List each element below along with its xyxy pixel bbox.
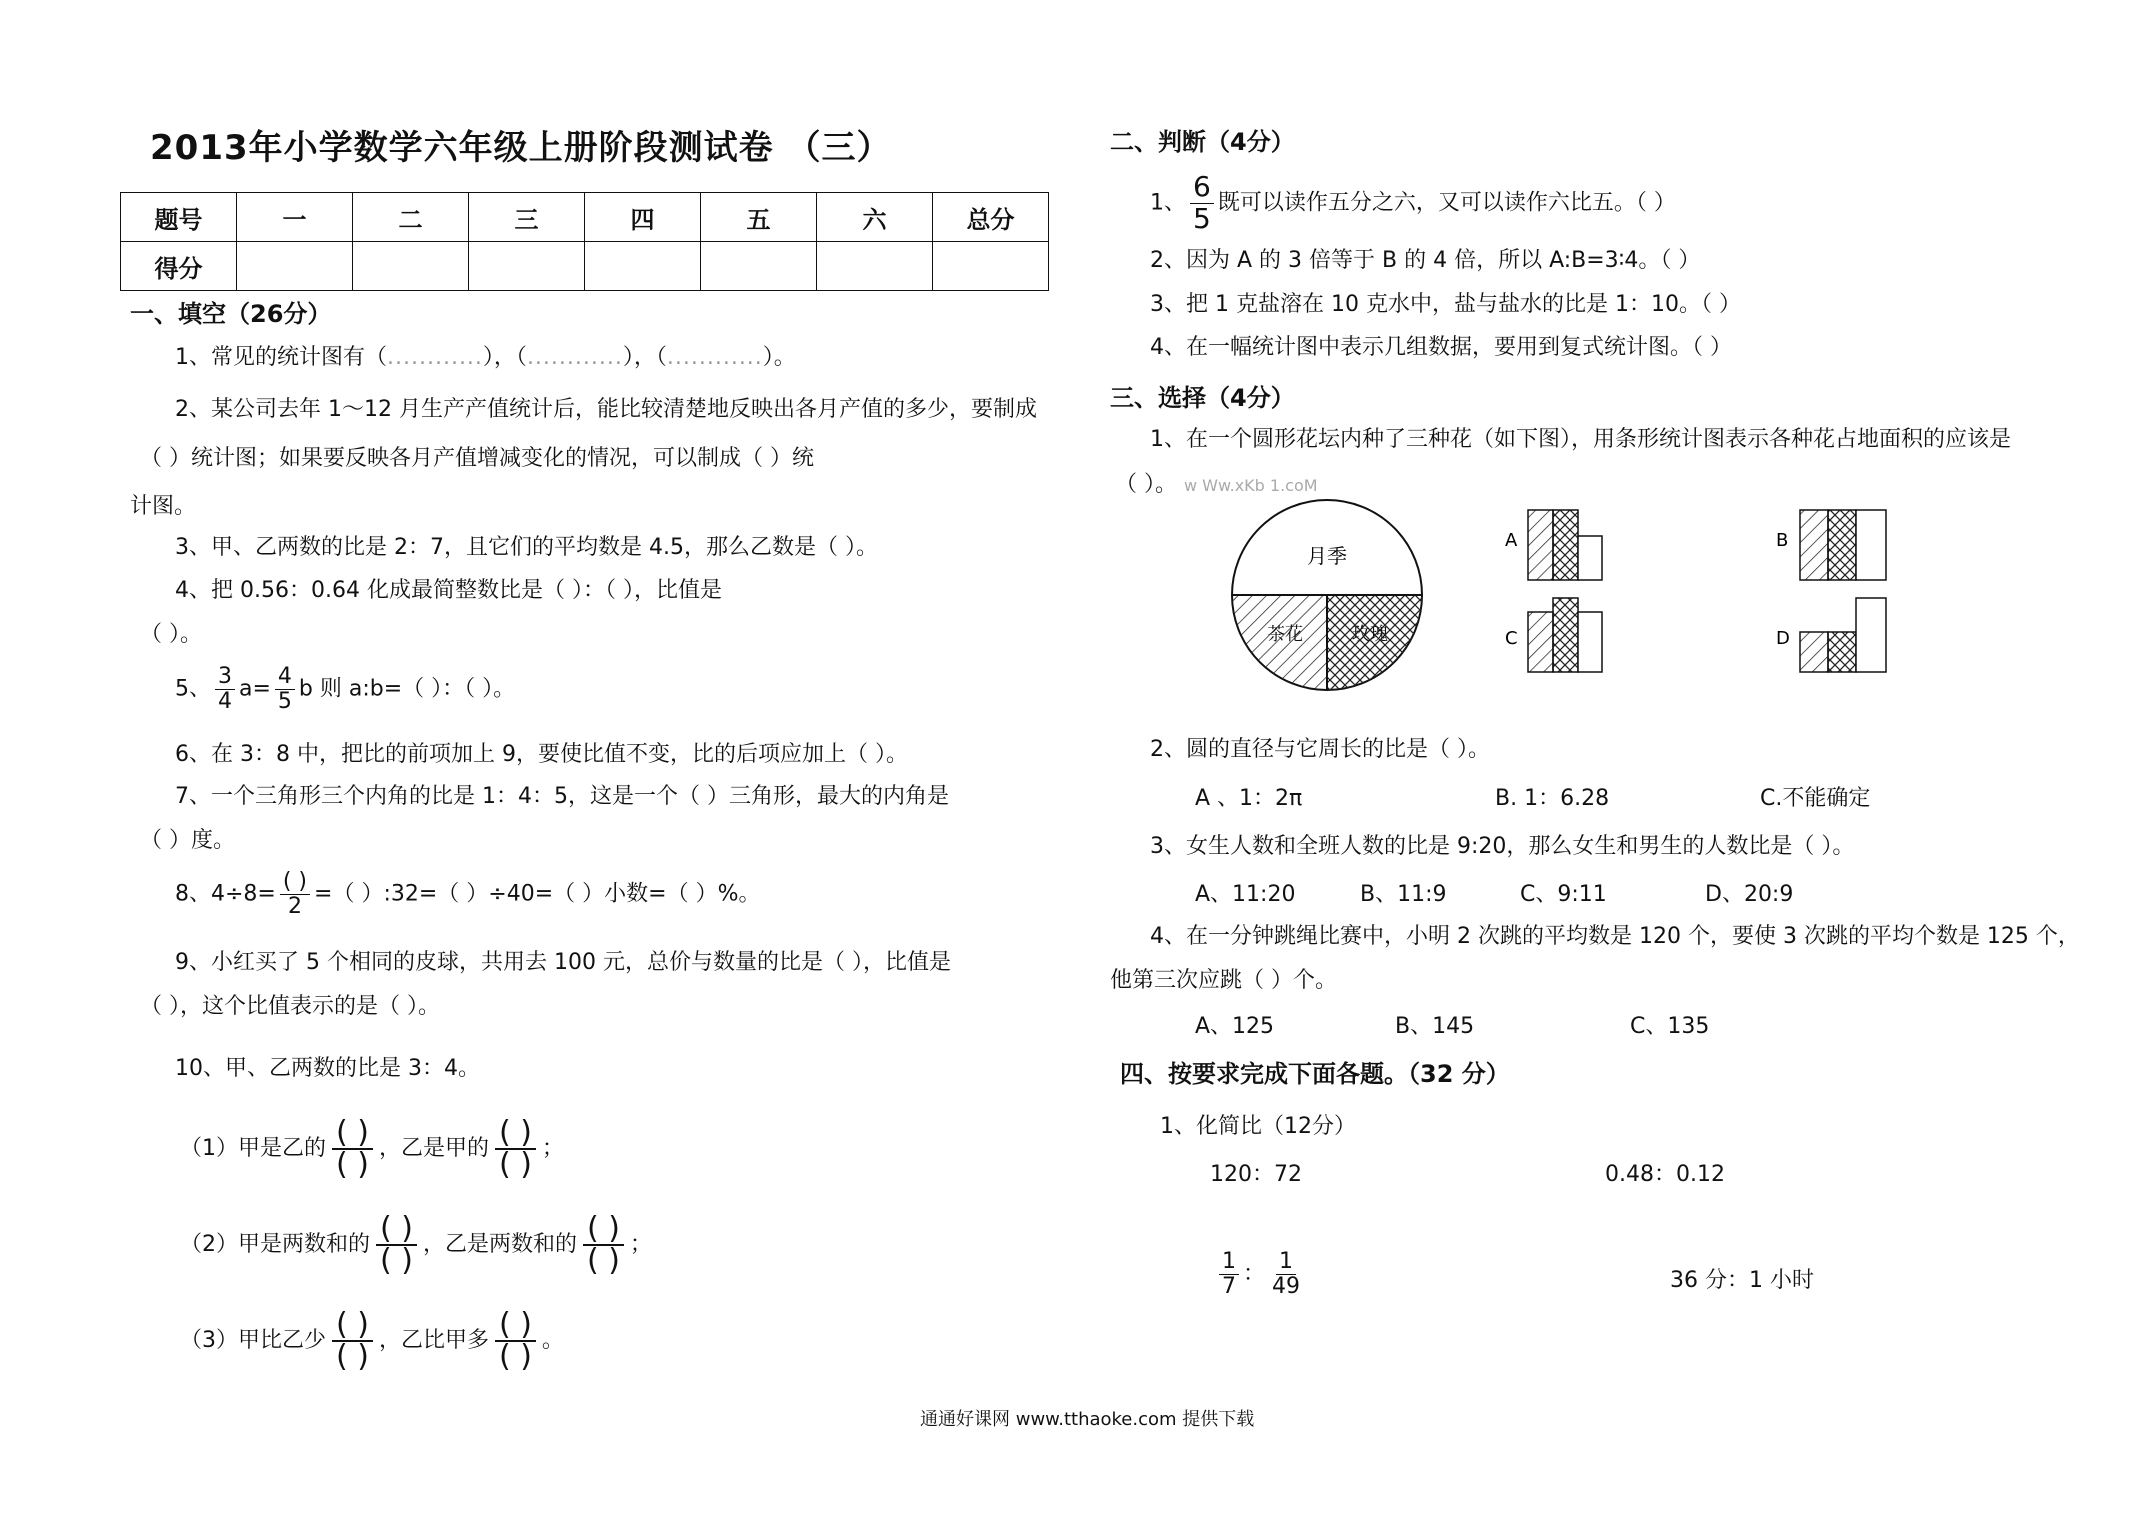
denominator: ( ) xyxy=(498,1147,532,1182)
section-4-heading: 四、按要求完成下面各题。（32 分） xyxy=(1120,1060,1510,1088)
score-cell-header: 总分 xyxy=(933,193,1049,242)
s2-q3: 3、把 1 克盐溶在 10 克水中，盐与盐水的比是 1：10。（ ） xyxy=(1150,292,1741,317)
s1-q10-2-mid: ，乙是两数和的 xyxy=(422,1232,577,1257)
s2-q1 xyxy=(1150,172,1676,235)
s1-q6: 6、在 3：8 中，把比的前项加上 9，要使比值不变，比的后项应加上（ ）。 xyxy=(175,742,908,767)
s1-q5-a: a= xyxy=(239,676,271,702)
blank-fraction xyxy=(495,1307,536,1374)
s1-q3: 3、甲、乙两数的比是 2：7，且它们的平均数是 4.5，那么乙数是（ ）。 xyxy=(175,535,878,560)
s1-q2-line2: （ ）统计图；如果要反映各月产值增减变化的情况，可以制成（ ）统 xyxy=(140,446,814,471)
s3-q3-option-c[interactable]: C、9:11 xyxy=(1520,882,1607,907)
s1-q9-line1: 9、小红买了 5 个相同的皮球，共用去 100 元，总价与数量的比是（ ），比值是 xyxy=(175,950,951,975)
s1-q10-1: （1）甲是乙的 ( ) ( ) ，乙是甲的 ( ) ( ) ； xyxy=(180,1115,564,1182)
score-table-header-row xyxy=(121,193,1049,242)
s1-q4-line1: 4、把 0.56：0.64 化成最简整数比是（ ）：（ ），比值是 xyxy=(175,578,722,603)
s2-q4: 4、在一幅统计图中表示几组数据，要用到复式统计图。（ ） xyxy=(1150,335,1732,360)
s3-q4-option-c[interactable]: C、135 xyxy=(1630,1014,1710,1039)
label-yueji: 月季 xyxy=(1307,544,1347,568)
score-cell xyxy=(933,242,1049,291)
denominator: 5 xyxy=(1193,201,1211,235)
s3-q3-option-a[interactable]: A、11:20 xyxy=(1195,882,1296,907)
s3-q3-option-d[interactable]: D、20:9 xyxy=(1705,882,1794,907)
s2-q1-prefix: 1、 xyxy=(1150,190,1186,216)
numerator: 6 xyxy=(1190,172,1214,204)
s2-q2: 2、因为 A 的 3 倍等于 B 的 4 倍，所以 A:B=3∶4。（ ） xyxy=(1150,248,1701,273)
s1-q1: 1、常见的统计图有（............），（............），（............）。 xyxy=(175,345,796,370)
page-title: 2013年小学数学六年级上册阶段测试卷 （三） xyxy=(150,128,892,168)
fraction xyxy=(1269,1250,1303,1299)
s1-q5-rest: b 则 a:b=（ ）：（ ）。 xyxy=(298,676,516,702)
score-cell-header: 一 xyxy=(237,193,353,242)
option-c-chart[interactable] xyxy=(1505,598,1602,672)
numerator: ( ) xyxy=(280,870,310,895)
s3-q2-option-b[interactable]: B. 1：6.28 xyxy=(1495,786,1610,811)
s3-q4-option-a[interactable]: A、125 xyxy=(1195,1014,1275,1039)
numerator: ( ) xyxy=(495,1310,536,1342)
score-cell xyxy=(469,242,585,291)
s1-q10-3-mid: ，乙比甲多 xyxy=(378,1328,489,1353)
section-3-heading: 三、选择（4分） xyxy=(1110,384,1295,412)
fraction xyxy=(215,665,235,714)
fraction xyxy=(275,665,295,714)
s1-q10-2-label: （2）甲是两数和的 xyxy=(180,1232,370,1257)
s1-q5 xyxy=(175,665,515,714)
numerator: ( ) xyxy=(495,1118,536,1150)
s1-q10-1-label: （1）甲是乙的 xyxy=(180,1136,326,1161)
denominator: ( ) xyxy=(586,1243,620,1278)
s3-q1-paren: （ ）。 xyxy=(1115,472,1177,497)
blank-fraction xyxy=(495,1115,536,1182)
fraction xyxy=(1190,172,1214,235)
score-cell xyxy=(237,242,353,291)
s1-q8 xyxy=(175,870,760,919)
blank-fraction xyxy=(332,1307,373,1374)
s4-q1: 1、化简比（12分） xyxy=(1160,1114,1356,1139)
denominator: 5 xyxy=(277,689,292,715)
score-table xyxy=(120,192,1049,291)
option-letter: C xyxy=(1505,628,1518,649)
s3-q2-option-a[interactable]: A 、1：2π xyxy=(1195,786,1303,811)
s4-problem-3 xyxy=(1215,1250,1307,1299)
denominator: 4 xyxy=(218,689,232,715)
page-footer: 通通好课网 www.tthaoke.com 提供下载 xyxy=(920,1409,1255,1430)
blank-fraction xyxy=(583,1211,624,1278)
flower-figure xyxy=(1230,490,1890,700)
blank-fraction xyxy=(332,1115,373,1182)
numerator: ( ) xyxy=(583,1214,624,1246)
label-meigui: 玫瑰 xyxy=(1352,624,1388,645)
label-chahua: 茶花 xyxy=(1267,624,1303,645)
denominator: ( ) xyxy=(336,1147,369,1182)
s1-q9-line2: （ ），这个比值表示的是（ ）。 xyxy=(140,994,440,1019)
denominator: ( ) xyxy=(336,1339,369,1374)
numerator: ( ) xyxy=(332,1310,373,1342)
section-2-heading: 二、判断（4分） xyxy=(1110,128,1295,156)
option-b-chart[interactable] xyxy=(1776,510,1886,580)
s1-q1-text: 1、常见的统计图有（ xyxy=(175,345,387,370)
s1-q8-prefix: 8、4÷8= xyxy=(175,881,276,907)
flower-bed-circle xyxy=(1230,500,1427,700)
s4-problem-4: 36 分：1 小时 xyxy=(1670,1268,1814,1293)
s1-q10-3: （3）甲比乙少 ( ) ( ) ，乙比甲多 ( ) ( ) 。 xyxy=(180,1307,564,1374)
denominator: ( ) xyxy=(498,1339,532,1374)
s1-q2-line3: 计图。 xyxy=(130,494,197,519)
denominator: 2 xyxy=(287,894,302,920)
s3-q4-option-b[interactable]: B、145 xyxy=(1395,1014,1475,1039)
score-cell xyxy=(701,242,817,291)
s1-q10-2: （2）甲是两数和的 ( ) ( ) ，乙是两数和的 ( ) ( ) ； xyxy=(180,1211,652,1278)
s1-q2-line1: 2、某公司去年 1～12 月生产产值统计后，能比较清楚地反映出各月产值的多少，要制成 xyxy=(175,397,1037,422)
ratio-sep: ： xyxy=(1243,1261,1266,1287)
score-cell xyxy=(353,242,469,291)
s4-problem-2: 0.48：0.12 xyxy=(1605,1162,1725,1187)
score-row-label: 得分 xyxy=(121,242,237,291)
score-cell-header: 六 xyxy=(817,193,933,242)
score-cell-header: 二 xyxy=(353,193,469,242)
score-cell-header: 题号 xyxy=(121,193,237,242)
score-cell-header: 四 xyxy=(585,193,701,242)
s1-q10-3-label: （3）甲比乙少 xyxy=(180,1328,326,1353)
numerator: 1 xyxy=(1219,1250,1239,1275)
denominator: ( ) xyxy=(380,1243,413,1278)
s3-q4-line2: 他第三次应跳（ ）个。 xyxy=(1110,968,1337,993)
s1-q4-line2: （ ）。 xyxy=(140,622,202,647)
numerator: 3 xyxy=(215,665,235,690)
option-a-chart[interactable] xyxy=(1505,510,1602,580)
s3-q2: 2、圆的直径与它周长的比是（ ）。 xyxy=(1150,737,1490,762)
score-cell-header: 三 xyxy=(469,193,585,242)
s2-q1-rest: 既可以读作五分之六，又可以读作六比五。（ ） xyxy=(1217,190,1676,216)
s3-q4-line1: 4、在一分钟跳绳比赛中，小明 2 次跳的平均数是 120 个，要使 3 次跳的平均个数是 125 个， xyxy=(1150,924,2080,949)
s1-q8-rest: =（ ）:32=（ ）÷40=（ ）小数=（ ）%。 xyxy=(314,881,761,907)
option-letter: D xyxy=(1776,628,1790,649)
s4-problem-1: 120：72 xyxy=(1210,1162,1302,1187)
s3-q2-option-c[interactable]: C.不能确定 xyxy=(1760,786,1871,811)
score-cell-header: 五 xyxy=(701,193,817,242)
numerator: ( ) xyxy=(332,1118,373,1150)
option-d-chart[interactable] xyxy=(1776,598,1886,672)
s1-q10: 10、甲、乙两数的比是 3：4。 xyxy=(175,1056,480,1081)
numerator: ( ) xyxy=(376,1214,417,1246)
s3-q3-option-b[interactable]: B、11:9 xyxy=(1360,882,1447,907)
fraction xyxy=(1219,1250,1239,1299)
watermark-text: w Ww.xKb 1.coM xyxy=(1184,476,1318,495)
score-cell xyxy=(817,242,933,291)
score-table-score-row xyxy=(121,242,1049,291)
numerator: 4 xyxy=(275,665,295,690)
option-letter: A xyxy=(1505,530,1518,551)
s3-q1-line1: 1、在一个圆形花坛内种了三种花（如下图），用条形统计图表示各种花占地面积的应该是 xyxy=(1150,427,2012,452)
section-1-heading: 一、填空（26分） xyxy=(130,300,332,328)
score-cell xyxy=(585,242,701,291)
s1-q7-line1: 7、一个三角形三个内角的比是 1：4：5，这是一个（ ）三角形，最大的内角是 xyxy=(175,784,949,809)
s1-q7-line2: （ ）度。 xyxy=(140,828,235,853)
fraction xyxy=(280,870,310,919)
blank-fraction xyxy=(376,1211,417,1278)
s3-q3: 3、女生人数和全班人数的比是 9:20，那么女生和男生的人数比是（ ）。 xyxy=(1150,834,1855,859)
s1-q10-1-mid: ，乙是甲的 xyxy=(378,1136,489,1161)
denominator: 49 xyxy=(1272,1274,1301,1300)
option-letter: B xyxy=(1776,530,1789,551)
denominator: 7 xyxy=(1222,1274,1236,1300)
numerator: 1 xyxy=(1276,1250,1296,1275)
s1-q5-prefix: 5、 xyxy=(175,676,211,702)
